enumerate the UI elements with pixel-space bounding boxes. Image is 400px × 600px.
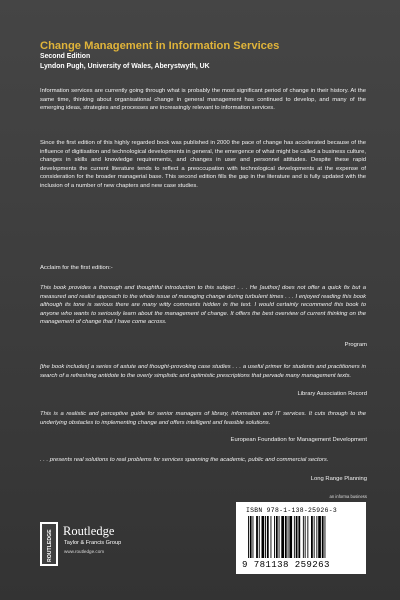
barcode-bar (289, 516, 292, 558)
description-paragraph-2: Since the first edition of this highly regarded book was published in 2000 the pace of change has accelerated because of the influence of digitisation and technological developments in general, the emergence of what might be called a business culture, changes in skills and knowledge requirements, and changes in user and personnel attitudes. Despite these rapid developments the current literature tends to reflect a preoccupation with technological developments at the expense of consideration for the broader managerial base. This second edition fills the gap in the literature and is fully updated with the inclusion of a number of new chapters and new case studies. (40, 140, 366, 189)
barcode-bar (274, 516, 275, 558)
barcode-bar (279, 516, 280, 558)
barcode-bar (303, 516, 304, 558)
barcode-bar (265, 516, 266, 558)
publisher-name: Routledge (63, 524, 115, 538)
routledge-logo-icon (40, 522, 58, 566)
review-quote-2: [the book includes] a series of astute and thought-provoking case studies . . . a useful primer for students and practitioners in search of a refreshing antidote to the overly simplistic and optimistic prescriptions that pervade many management texts. (40, 364, 366, 379)
informa-tagline: an informa business (329, 494, 367, 499)
barcode-bar (262, 516, 265, 558)
barcode-bar (318, 516, 321, 558)
review-source-4: Long Range Planning (310, 476, 367, 482)
barcode-bar (248, 516, 249, 558)
review-source-1: Program (344, 342, 367, 348)
isbn-label: ISBN 978-1-138-25926-3 (246, 507, 337, 514)
review-quote-3: This is a realistic and perceptive guide for senior managers of library, information and IT services. It cuts through to the underlying obstacles to implementing change and offers intelligent and feasible solutions. (40, 411, 366, 426)
barcode-bar (253, 516, 254, 558)
barcode-bar (267, 516, 269, 558)
isbn-number: 9 781138 259263 (242, 559, 330, 570)
publisher-group: Taylor & Francis Group (64, 540, 122, 546)
barcode-bar (259, 516, 260, 558)
barcode-bar (316, 516, 317, 558)
book-author: Lyndon Pugh, University of Wales, Aberystwyth, UK (40, 63, 210, 70)
review-quote-1: This book provides a thorough and thoughtful introduction to this subject . . . He [author] does not offer a quick fix but a measured and realist approach to the whole issue of managing change during turbulent times . . . I enjoyed reading this book although its tone is serious there are many witty comments hidden in the text. I would certainly recommend this book to anyone who wants to seriously learn about the management of change. It offers the best overview of current thinking on the management of change that I have come across. (40, 285, 366, 326)
book-edition: Second Edition (40, 53, 91, 60)
barcode-bar (298, 516, 300, 558)
barcode-bar (314, 516, 315, 558)
barcode-bar (281, 516, 284, 558)
publisher-url: www.routledge.com (64, 549, 105, 554)
review-source-3: European Foundation for Management Development (230, 437, 367, 443)
barcode-bar (256, 516, 258, 558)
barcode-bar (271, 516, 272, 558)
barcode-bar (288, 516, 289, 558)
barcode-bar (322, 516, 324, 558)
barcode-bar (305, 516, 306, 558)
barcode-bar (250, 516, 252, 558)
barcode-bar (307, 516, 308, 558)
barcode-bar (325, 516, 326, 558)
review-quote-4: . . . presents real solutions to real problems for services spanning the academic, public and commercial sectors. (40, 457, 329, 463)
logo-text: ROUTLEDGE (47, 529, 53, 562)
barcode-bar (294, 516, 295, 558)
barcode-box (236, 502, 366, 574)
barcode-bar (285, 516, 287, 558)
review-source-2: Library Association Record (297, 391, 367, 397)
barcode-icon (246, 516, 356, 560)
acclaim-heading: Acclaim for the first edition:- (40, 265, 113, 271)
barcode-bar (296, 516, 298, 558)
barcode-bar (276, 516, 278, 558)
book-title: Change Management in Information Services (40, 40, 280, 52)
description-paragraph-1: Information services are currently going through what is probably the most significant period of change in their history. At the same time, thinking about organisational change in general management has continued to develop, and many of the emerging ideas, strategies and processes are increasingly relevant to information services. (40, 88, 366, 112)
barcode-bar (311, 516, 313, 558)
